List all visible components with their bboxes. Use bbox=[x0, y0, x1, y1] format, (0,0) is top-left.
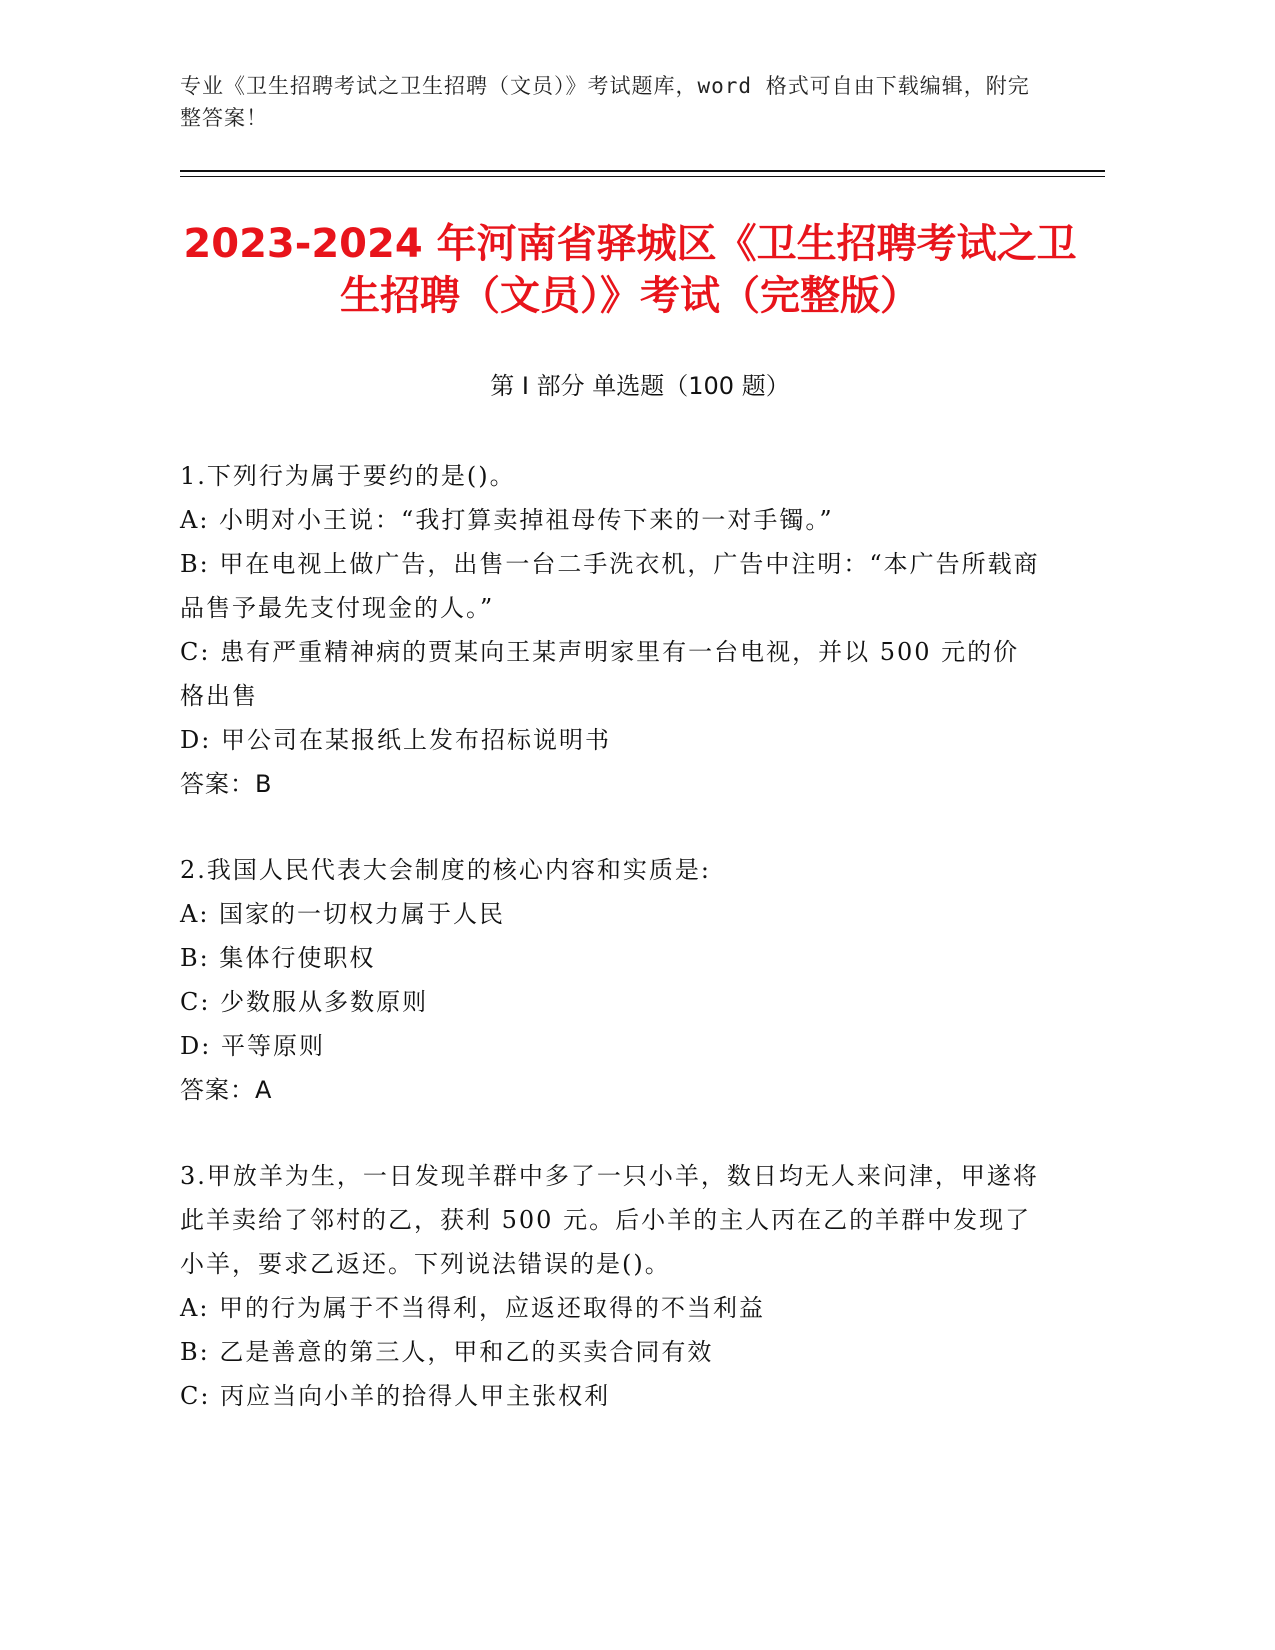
option-c: C: 患有严重精神病的贾某向王某声明家里有一台电视，并以 500 元的价格出售 bbox=[180, 638, 1020, 710]
option-d: D: 平等原则 bbox=[180, 1032, 325, 1060]
option-d: D: 甲公司在某报纸上发布招标说明书 bbox=[180, 726, 611, 754]
answer-label: 答案：A bbox=[180, 1076, 273, 1104]
option-b: B: 甲在电视上做广告，出售一台二手洗衣机，广告中注明：“本广告所载商品售予最先支付现金的人。” bbox=[180, 550, 1040, 622]
question-stem: 1.下列行为属于要约的是()。 bbox=[180, 462, 516, 490]
option-b: B: 集体行使职权 bbox=[180, 944, 376, 972]
option-c: C: 丙应当向小羊的拾得人甲主张权利 bbox=[180, 1382, 611, 1410]
header-note: 专业《卫生招聘考试之卫生招聘（文员）》考试题库，word 格式可自由下载编辑，附完整答案！ bbox=[180, 74, 1030, 130]
question-list bbox=[180, 454, 1040, 1460]
question-stem: 2.我国人民代表大会制度的核心内容和实质是: bbox=[180, 856, 711, 884]
option-a: A: 国家的一切权力属于人民 bbox=[180, 900, 506, 928]
option-a: A: 小明对小王说：“我打算卖掉祖母传下来的一对手镯。” bbox=[180, 506, 834, 534]
header-divider-thick bbox=[180, 170, 1105, 172]
answer-label: 答案：B bbox=[180, 770, 273, 798]
question-3 bbox=[180, 1154, 1040, 1418]
option-c: C: 少数服从多数原则 bbox=[180, 988, 429, 1016]
option-a: A: 甲的行为属于不当得利，应返还取得的不当利益 bbox=[180, 1294, 766, 1322]
question-2 bbox=[180, 848, 1040, 1112]
header-divider-thin bbox=[180, 176, 1105, 177]
option-b: B: 乙是善意的第三人，甲和乙的买卖合同有效 bbox=[180, 1338, 714, 1366]
document-title: 2023-2024 年河南省驿城区《卫生招聘考试之卫生招聘（文员）》考试（完整版） bbox=[183, 221, 1077, 319]
question-1 bbox=[180, 454, 1040, 806]
section-title: 第 I 部分 单选题（100 题） bbox=[490, 372, 790, 400]
question-stem: 3.甲放羊为生，一日发现羊群中多了一只小羊，数日均无人来问津，甲遂将此羊卖给了邻村的乙，获利 500 元。后小羊的主人丙在乙的羊群中发现了小羊，要求乙返还。下列说法错误的是()。 bbox=[180, 1162, 1039, 1278]
